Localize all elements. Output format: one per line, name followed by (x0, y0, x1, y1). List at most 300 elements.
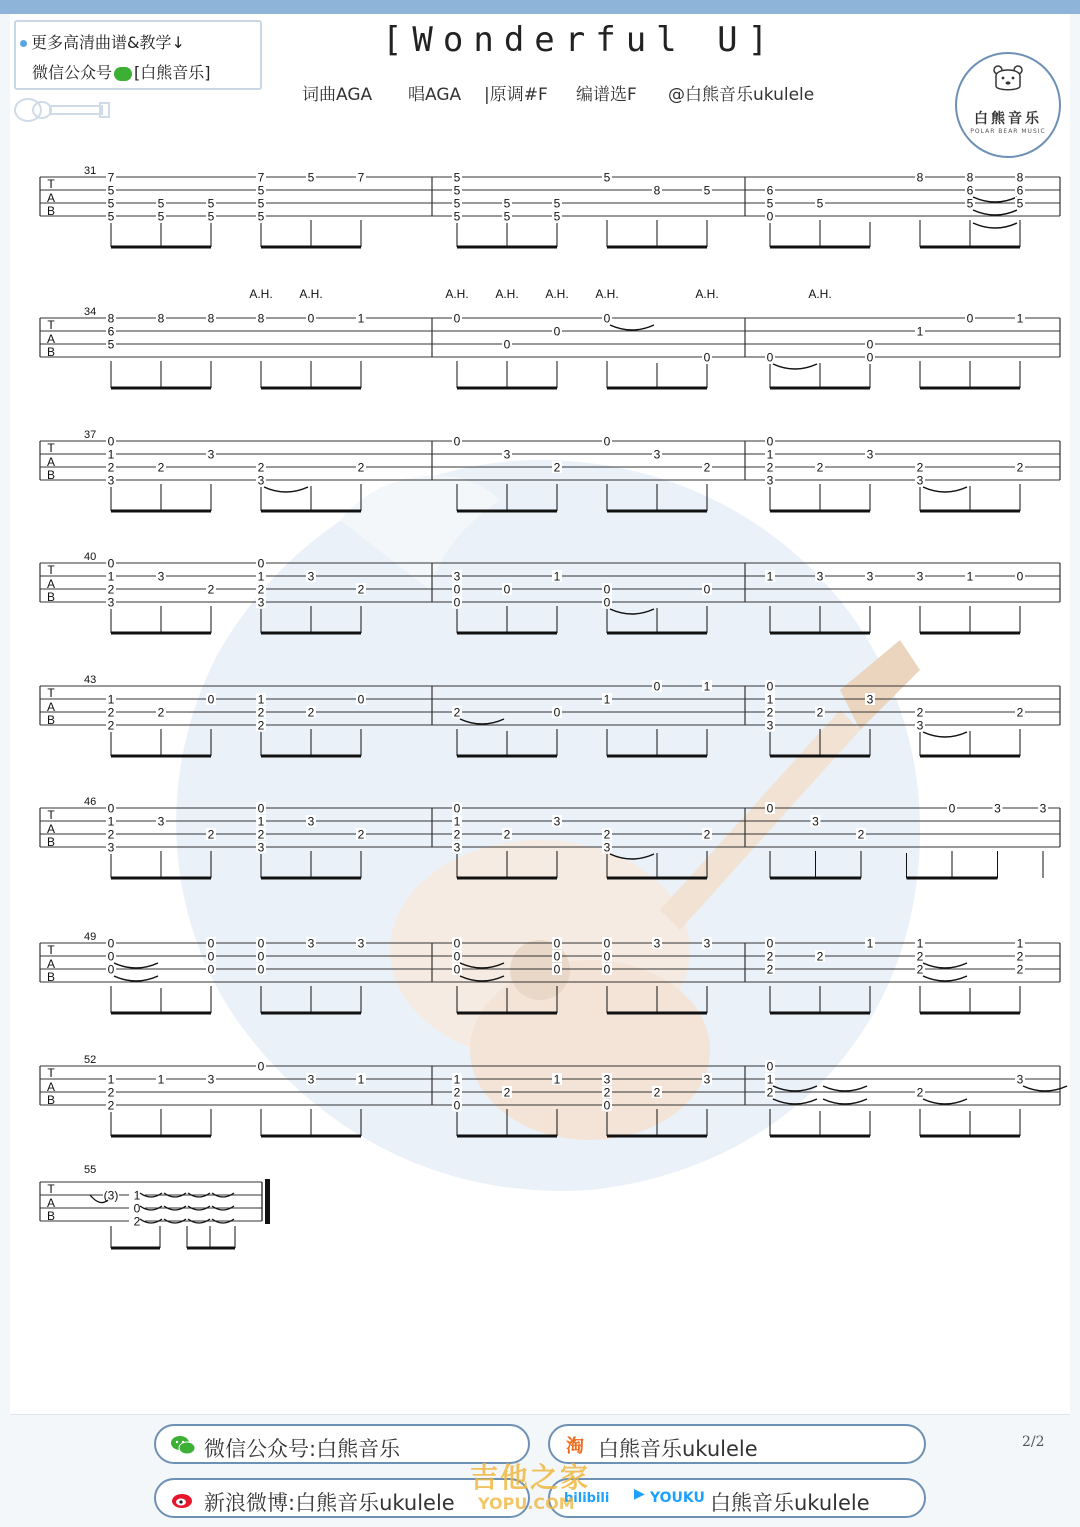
fret-number: 2 (257, 718, 265, 733)
fret-number: 2 (503, 827, 511, 842)
fret-number: 3 (307, 814, 315, 829)
credit-arranged-key: 编谱选F (576, 85, 637, 105)
fret-number: 8 (1016, 170, 1024, 185)
fret-number: 0 (207, 949, 215, 964)
fret-number: 0 (107, 949, 115, 964)
measure-number: 34 (84, 306, 97, 318)
fret-number: 3 (157, 569, 165, 584)
tie-arc (460, 976, 504, 981)
fret-number: 2 (453, 705, 461, 720)
fret-number: 3 (307, 569, 315, 584)
fret-number: 0 (453, 949, 461, 964)
tie-arc (823, 1086, 867, 1091)
fret-number: 1 (107, 1072, 115, 1087)
fret-number: (3) (103, 1188, 119, 1203)
fret-number: 5 (453, 209, 461, 224)
fret-number: 2 (703, 827, 711, 842)
credit-original-key: |原调#F (484, 85, 548, 105)
fret-number: 2 (107, 718, 115, 733)
fret-number: 5 (107, 337, 115, 352)
fret-number: 1 (553, 1072, 561, 1087)
tie-arc (264, 487, 308, 492)
fret-number: 5 (453, 170, 461, 185)
fret-number: 2 (257, 582, 265, 597)
fret-number: 3 (916, 473, 924, 488)
fret-number: 0 (703, 350, 711, 365)
fret-number: 6 (966, 183, 974, 198)
fret-number: 3 (257, 473, 265, 488)
fret-number: 0 (603, 582, 611, 597)
fret-number: 0 (603, 434, 611, 449)
fret-number: 2 (107, 460, 115, 475)
tie-arc (973, 197, 1017, 202)
fret-number: 2 (157, 460, 165, 475)
fret-number: 2 (766, 460, 774, 475)
fret-number: 1 (107, 814, 115, 829)
fret-number: 0 (257, 1059, 265, 1074)
fret-number: 1 (916, 324, 924, 339)
fret-number: 3 (653, 447, 661, 462)
tab-clef-letter: T (47, 177, 55, 191)
measure-number: 52 (84, 1054, 97, 1066)
fret-number: 8 (207, 311, 215, 326)
fret-number: 3 (766, 718, 774, 733)
tie-arc (823, 1099, 867, 1104)
tab-clef-letter: T (47, 441, 55, 455)
tab-clef-letter: T (47, 563, 55, 577)
fret-number: 2 (603, 1085, 611, 1100)
credit-singer: 唱AGA (408, 85, 462, 105)
fret-number: 0 (133, 1201, 141, 1216)
fret-number: 7 (357, 170, 365, 185)
fret-number: 2 (766, 949, 774, 964)
tab-clef-letter: T (47, 808, 55, 822)
fret-number: 5 (157, 196, 165, 211)
fret-number: 5 (1016, 196, 1024, 211)
taobao-icon (564, 1435, 590, 1455)
fret-number: 2 (207, 827, 215, 842)
tie-arc (923, 1099, 967, 1104)
fret-number: 3 (107, 473, 115, 488)
fret-number: 3 (603, 840, 611, 855)
fret-number: 8 (916, 170, 924, 185)
measure-number: 40 (84, 551, 97, 563)
tie-arc (610, 854, 654, 859)
fret-number: 0 (766, 801, 774, 816)
tie-arc (773, 364, 817, 369)
fret-number: 0 (553, 949, 561, 964)
harmonic-marker: A.H. (808, 287, 832, 301)
final-barline-thick (265, 1179, 270, 1224)
fret-number: 2 (1016, 460, 1024, 475)
tab-clef-letter: B (46, 713, 56, 727)
fret-number: 5 (503, 209, 511, 224)
fret-number: 1 (766, 447, 774, 462)
tab-clef-letter: B (46, 835, 56, 849)
site-watermark: 吉他之家 (470, 1461, 591, 1494)
fret-number: 0 (653, 679, 661, 694)
fret-number: 0 (603, 1098, 611, 1113)
fret-number: 2 (453, 1085, 461, 1100)
fret-number: 5 (503, 196, 511, 211)
tab-clef-letter: T (47, 943, 55, 957)
fret-number: 0 (357, 692, 365, 707)
fret-number: 0 (453, 1098, 461, 1113)
fret-number: 3 (107, 595, 115, 610)
fret-number: 3 (916, 569, 924, 584)
fret-number: 3 (816, 569, 824, 584)
fret-number: 2 (857, 827, 865, 842)
fret-number: 0 (1016, 569, 1024, 584)
fret-number: 7 (257, 170, 265, 185)
fret-number: 1 (1016, 936, 1024, 951)
tie-arc (923, 976, 967, 981)
fret-number: 7 (107, 170, 115, 185)
fret-number: 5 (257, 183, 265, 198)
fret-number: 0 (257, 949, 265, 964)
credit-lyrics: 词曲AGA (302, 85, 373, 105)
fret-number: 3 (453, 840, 461, 855)
site-watermark-url: YOPU.COM (478, 1494, 575, 1513)
fret-number: 0 (866, 337, 874, 352)
fret-number: 3 (357, 936, 365, 951)
fret-number: 5 (107, 183, 115, 198)
tab-clef-letter: A (46, 455, 56, 469)
fret-number: 3 (157, 814, 165, 829)
fret-number: 0 (453, 582, 461, 597)
fret-number: 1 (453, 1072, 461, 1087)
fret-number: 2 (107, 1098, 115, 1113)
fret-number: 1 (107, 692, 115, 707)
wechat-account-text: 微信公众号:白熊音乐 (204, 1437, 401, 1461)
fret-number: 1 (453, 814, 461, 829)
fret-number: 2 (916, 705, 924, 720)
fret-number: 8 (966, 170, 974, 185)
fret-number: 0 (453, 962, 461, 977)
fret-number: 2 (257, 460, 265, 475)
fret-number: 1 (603, 692, 611, 707)
tie-arc (610, 325, 654, 330)
fret-number: 5 (157, 209, 165, 224)
tie-arc (973, 223, 1017, 228)
fret-number: 0 (866, 350, 874, 365)
fret-number: 2 (107, 827, 115, 842)
fret-number: 3 (553, 814, 561, 829)
fret-number: 1 (357, 311, 365, 326)
fret-number: 0 (553, 324, 561, 339)
fret-number: 8 (107, 311, 115, 326)
fret-number: 0 (307, 311, 315, 326)
fret-number: 5 (453, 196, 461, 211)
fret-number: 3 (866, 447, 874, 462)
fret-number: 3 (994, 801, 1001, 816)
fret-number: 5 (553, 196, 561, 211)
fret-number: 2 (1016, 949, 1024, 964)
fret-number: 1 (966, 569, 974, 584)
fret-number: 0 (603, 962, 611, 977)
fret-number: 3 (207, 1072, 215, 1087)
tie-arc (114, 976, 158, 981)
fret-number: 5 (307, 170, 315, 185)
fret-number: 2 (257, 827, 265, 842)
measure-number: 37 (84, 429, 97, 441)
fret-number: 2 (1016, 962, 1024, 977)
tab-clef-letter: A (46, 700, 56, 714)
fret-number: 6 (766, 183, 774, 198)
fret-number: 2 (357, 460, 365, 475)
fret-number: 2 (503, 1085, 511, 1100)
fret-number: 5 (703, 183, 711, 198)
fret-number: 0 (453, 801, 461, 816)
video-account-pill[interactable] (548, 1478, 926, 1518)
fret-number: 3 (503, 447, 511, 462)
fret-number: 0 (766, 434, 774, 449)
fret-number: 2 (157, 705, 165, 720)
harmonic-marker: A.H. (695, 287, 719, 301)
tie-arc (923, 732, 967, 737)
fret-number: 2 (553, 460, 561, 475)
fret-number: 3 (257, 595, 265, 610)
svg-text:淘: 淘 (566, 1436, 584, 1455)
fret-number: 3 (812, 814, 819, 829)
fret-number: 2 (916, 460, 924, 475)
fret-number: 2 (357, 582, 365, 597)
fret-number: 0 (207, 936, 215, 951)
harmonic-marker: A.H. (445, 287, 469, 301)
fret-number: 8 (257, 311, 265, 326)
fret-number: 2 (357, 827, 365, 842)
weibo-account-text: 新浪微博:白熊音乐ukulele (204, 1491, 455, 1515)
fret-number: 0 (766, 209, 774, 224)
tab-clef-letter: A (46, 1196, 56, 1210)
fret-number: 0 (966, 311, 974, 326)
tie-arc (114, 963, 158, 968)
fret-number: 2 (916, 1085, 924, 1100)
fret-number: 0 (453, 936, 461, 951)
fret-number: 0 (503, 582, 511, 597)
fret-number: 1 (766, 569, 774, 584)
fret-number: 2 (766, 962, 774, 977)
fret-number: 2 (766, 705, 774, 720)
fret-number: 0 (107, 434, 115, 449)
fret-number: 8 (157, 311, 165, 326)
fret-number: 5 (816, 196, 824, 211)
weibo-icon (170, 1489, 196, 1509)
fret-number: 3 (207, 447, 215, 462)
fret-number: 0 (603, 936, 611, 951)
fret-number: 0 (766, 350, 774, 365)
measure-number: 43 (84, 674, 97, 686)
promo-text3: [白熊音乐] (134, 63, 211, 82)
fret-number: 2 (653, 1085, 661, 1100)
harmonic-marker: A.H. (299, 287, 323, 301)
fret-number: 3 (257, 840, 265, 855)
fret-number: 0 (207, 692, 215, 707)
tab-clef-letter: T (47, 686, 55, 700)
play-icon: ▶ (634, 1486, 645, 1502)
youku-icon: YOUKU (650, 1490, 705, 1506)
harmonic-marker: A.H. (595, 287, 619, 301)
wechat-icon (170, 1435, 196, 1455)
song-title: [Wonderful U] (381, 20, 779, 60)
tab-clef-letter: A (46, 191, 56, 205)
tab-clef-letter: B (46, 1209, 56, 1223)
tab-clef-letter: B (46, 468, 56, 482)
fret-number: 0 (553, 705, 561, 720)
fret-number: 5 (107, 196, 115, 211)
tab-clef-letter: T (47, 318, 55, 332)
fret-number: 0 (703, 582, 711, 597)
tab-clef-letter: B (46, 970, 56, 984)
fret-number: 2 (816, 949, 824, 964)
fret-number: 6 (107, 324, 115, 339)
fret-number: 0 (257, 801, 265, 816)
fret-number: 3 (307, 936, 315, 951)
fret-number: 1 (357, 1072, 365, 1087)
fret-number: 8 (653, 183, 661, 198)
fret-number: 0 (257, 556, 265, 571)
fret-number: 0 (603, 949, 611, 964)
fret-number: 2 (307, 705, 315, 720)
measure-number: 49 (84, 931, 97, 943)
fret-number: 1 (157, 1072, 165, 1087)
fret-number: 5 (966, 196, 974, 211)
fret-number: 3 (653, 936, 661, 951)
fret-number: 0 (107, 936, 115, 951)
fret-number: 2 (453, 827, 461, 842)
tab-clef-letter: T (47, 1066, 55, 1080)
fret-number: 3 (766, 473, 774, 488)
tab-clef-letter: A (46, 332, 56, 346)
fret-number: 6 (1016, 183, 1024, 198)
fret-number: 3 (703, 936, 711, 951)
tab-clef-letter: B (46, 1093, 56, 1107)
fret-number: 0 (766, 679, 774, 694)
fret-number: 3 (107, 840, 115, 855)
tab-clef-letter: B (46, 590, 56, 604)
fret-number: 0 (257, 962, 265, 977)
fret-number: 1 (107, 447, 115, 462)
fret-number: 2 (916, 962, 924, 977)
fret-number: 0 (553, 936, 561, 951)
fret-number: 5 (207, 209, 215, 224)
fret-number: 2 (107, 1085, 115, 1100)
fret-number: 5 (207, 196, 215, 211)
credit-author: @白熊音乐ukulele (668, 85, 815, 105)
fret-number: 1 (916, 936, 924, 951)
fret-number: 1 (257, 814, 265, 829)
promo-text1: 更多高清曲谱&教学 (31, 33, 172, 52)
harmonic-marker: A.H. (545, 287, 569, 301)
fret-number: 2 (603, 827, 611, 842)
fret-number: 0 (453, 311, 461, 326)
fret-number: 0 (453, 595, 461, 610)
fret-number: 2 (257, 705, 265, 720)
bilibili-icon: bilibili (564, 1491, 610, 1506)
fret-number: 3 (603, 1072, 611, 1087)
fret-number: 2 (107, 705, 115, 720)
fret-number: 0 (257, 936, 265, 951)
measure-number: 55 (84, 1164, 97, 1176)
tab-clef-letter: T (47, 1182, 55, 1196)
fret-number: 1 (257, 569, 265, 584)
fret-number: 1 (703, 679, 711, 694)
arrow-down-icon: ↓ (171, 33, 185, 52)
tie-arc (973, 210, 1017, 215)
fret-number: 0 (503, 337, 511, 352)
tie-arc (773, 1099, 817, 1104)
fret-number: 5 (553, 209, 561, 224)
fret-number: 5 (766, 196, 774, 211)
fret-number: 1 (866, 936, 874, 951)
fret-number: 3 (916, 718, 924, 733)
page-number: 2/2 (1022, 1434, 1045, 1450)
fret-number: 0 (107, 962, 115, 977)
fret-number: 2 (766, 1085, 774, 1100)
fret-number: 2 (207, 582, 215, 597)
tie-arc (773, 1086, 817, 1091)
fret-number: 2 (1016, 705, 1024, 720)
fret-number: 0 (107, 801, 115, 816)
fret-number: 5 (603, 170, 611, 185)
fret-number: 0 (207, 962, 215, 977)
tie-arc (610, 609, 654, 614)
fret-number: 1 (133, 1188, 141, 1203)
fret-number: 3 (1016, 1072, 1024, 1087)
harmonic-marker: A.H. (249, 287, 273, 301)
fret-number: 0 (948, 801, 956, 816)
harmonic-marker: A.H. (495, 287, 519, 301)
tab-clef-letter: B (46, 345, 56, 359)
fret-number: 3 (866, 569, 874, 584)
fret-number: 0 (766, 1059, 774, 1074)
tab-clef-letter: A (46, 577, 56, 591)
fret-number: 0 (603, 595, 611, 610)
fret-number: 0 (107, 556, 115, 571)
measure-number: 46 (84, 796, 97, 808)
tab-clef-letter: B (46, 204, 56, 218)
fret-number: 3 (453, 569, 461, 584)
fret-number: 1 (107, 569, 115, 584)
measure-number: 31 (84, 165, 97, 177)
fret-number: 3 (703, 1072, 711, 1087)
fret-number: 2 (107, 582, 115, 597)
fret-number: 1 (1016, 311, 1024, 326)
fret-number: 0 (453, 434, 461, 449)
tie-arc (923, 487, 967, 492)
fret-number: 5 (257, 196, 265, 211)
fret-number: 0 (766, 936, 774, 951)
logo-en-text: POLAR BEAR MUSIC (970, 128, 1046, 135)
tab-clef-letter: A (46, 1080, 56, 1094)
logo-cn-text: 白熊音乐 (974, 111, 1042, 127)
fret-number: 2 (816, 460, 824, 475)
fret-number: 5 (257, 209, 265, 224)
fret-number: 1 (553, 569, 561, 584)
fret-number: 1 (766, 1072, 774, 1087)
taobao-shop-pill[interactable] (548, 1424, 926, 1464)
fret-number: 5 (107, 209, 115, 224)
tie-arc (460, 963, 504, 968)
fret-number: 3 (307, 1072, 315, 1087)
fret-number: 1 (257, 692, 265, 707)
taobao-shop-text: 白熊音乐ukulele (598, 1437, 758, 1461)
tab-clef-letter: A (46, 822, 56, 836)
fret-number: 3 (1039, 801, 1047, 816)
promo-text2: 微信公众号 (32, 63, 113, 82)
fret-number: 0 (553, 962, 561, 977)
fret-number: 3 (866, 692, 874, 707)
